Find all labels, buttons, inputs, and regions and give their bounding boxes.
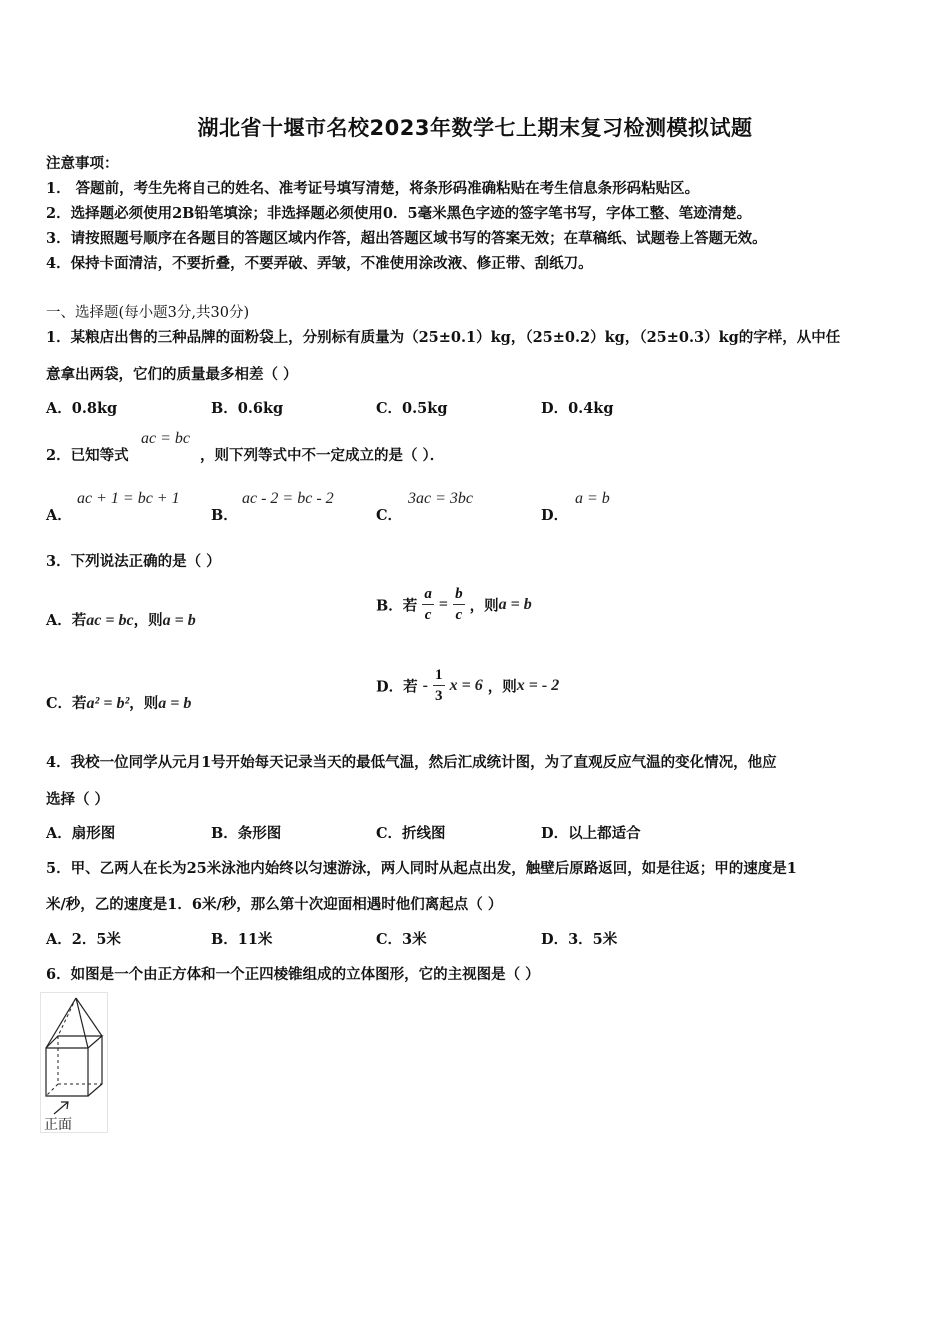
- notice-item-4: 4．保持卡面清洁，不要折叠，不要弄破、弄皱，不准使用涂改液、修正带、刮纸刀。: [46, 255, 593, 272]
- q3-c-mid: ，则: [129, 695, 159, 712]
- q2-label-d: D．: [541, 507, 569, 524]
- q1-option-d: D．0.4kg: [541, 400, 614, 417]
- q4-line-2: 选择（ ）: [46, 791, 110, 808]
- q3-d-label: D．若: [376, 678, 418, 696]
- q3-stem: 3．下列说法正确的是（ ）: [46, 553, 221, 570]
- notice-heading: 注意事项：: [46, 155, 119, 172]
- q1-line-2: 意拿出两袋，它们的质量最多相差（ ）: [46, 366, 298, 383]
- q4-option-c: C．折线图: [376, 825, 446, 842]
- q6-stem: 6．如图是一个由正方体和一个正四棱锥组成的立体图形，它的主视图是（ ）: [46, 966, 540, 983]
- q3-b-mid: ，则: [469, 597, 499, 615]
- q2-label-a: A．: [46, 507, 72, 524]
- q1-line-1: 1．某粮店出售的三种品牌的面粉袋上，分别标有质量为（25±0.1）kg，（25±0.2）kg，（25±0.3）kg的字样，从中任: [46, 329, 841, 346]
- q3-d-result: x = - 2: [516, 677, 560, 694]
- q2-formula-c: 3ac = 3bc: [408, 490, 473, 507]
- q3-a-mid: ，则: [133, 612, 163, 629]
- q4-line-1: 4．我校一位同学从元月1号开始每天记录当天的最低气温，然后汇成统计图，为了直观反应气温的变化情况，他应: [46, 754, 777, 771]
- q3-a-result: a = b: [162, 612, 196, 629]
- q3-c-label: C．若: [46, 695, 87, 712]
- q3-c-cond: a² = b²: [86, 695, 130, 712]
- q3-b-result: a = b: [498, 596, 532, 613]
- q5-line-2: 米/秒，乙的速度是1．6米/秒，那么第十次迎面相遇时他们离起点（ ）: [46, 896, 503, 913]
- q3-b-fraction-right: $\frac{b}{c}$: [455, 586, 463, 623]
- notice-item-3: 3．请按照题号顺序在各题目的答题区域内作答，超出答题区域书写的答案无效；在草稿纸、试题卷上答题无效。: [46, 230, 767, 247]
- section-heading: 一、选择题(每小题3分,共30分): [46, 305, 250, 321]
- q2-formula-b: ac - 2 = bc - 2: [242, 490, 334, 507]
- q3-b-equals: =: [438, 596, 449, 613]
- q3-d-rest: x = 6: [449, 677, 483, 694]
- q2-suffix: ，则下列等式中不一定成立的是（ ）．: [200, 447, 445, 464]
- q2-label-b: B．: [211, 507, 238, 524]
- q5-line-1: 5．甲、乙两人在长为25米泳池内始终以匀速游泳，两人同时从起点出发，触壁后原路返回，如是往返；甲的速度是1: [46, 860, 797, 877]
- q4-option-b: B．条形图: [211, 825, 282, 842]
- q3-a-cond: ac = bc: [86, 612, 134, 629]
- q3-c: [46, 692, 191, 713]
- q1-option-b: B．0.6kg: [211, 400, 284, 417]
- q3-b-fraction-left: $\frac{a}{c}$: [424, 586, 432, 623]
- q3-d-mid: ，则: [487, 678, 517, 696]
- q3-c-result: a = b: [158, 695, 192, 712]
- cube-pyramid-figure: [40, 992, 110, 1134]
- q6-solid-figure: [40, 992, 110, 1134]
- q3-b-label: B．若: [376, 597, 418, 615]
- q3-d-fraction: $\frac{1}{3}$: [435, 667, 443, 704]
- q2-label-c: C．: [376, 507, 403, 524]
- q5-option-d: D．3．5米: [541, 931, 618, 948]
- q1-option-a: A．0.8kg: [46, 400, 118, 417]
- q2-formula-d: a = b: [575, 490, 610, 507]
- q1-option-c: C．0.5kg: [376, 400, 448, 417]
- figure-front-label: 正面: [44, 1117, 72, 1133]
- q4-option-a: A．扇形图: [46, 825, 116, 842]
- q3-b: [376, 587, 532, 623]
- q2-prefix: 2．已知等式: [46, 447, 129, 464]
- q3-a: [46, 609, 196, 630]
- q5-option-c: C．3米: [376, 931, 427, 948]
- q3-d-neg: -: [422, 677, 428, 694]
- notice-item-2: 2．选择题必须使用2B铅笔填涂；非选择题必须使用0．5毫米黑色字迹的签字笔书写，字体工整、笔迹清楚。: [46, 205, 752, 222]
- q2-given-equation: ac = bc: [141, 430, 190, 447]
- q3-a-label: A．若: [46, 612, 87, 629]
- q5-option-b: B．11米: [211, 931, 273, 948]
- page-title: 湖北省十堰市名校2023年数学七上期末复习检测模拟试题: [197, 116, 753, 140]
- q3-d: [376, 668, 559, 704]
- q2-formula-a: ac + 1 = bc + 1: [77, 490, 180, 507]
- q5-option-a: A．2．5米: [46, 931, 121, 948]
- q4-option-d: D．以上都适合: [541, 825, 641, 842]
- notice-item-1: 1． 答题前，考生先将自己的姓名、准考证号填写清楚，将条形码准确粘贴在考生信息条形码粘贴区。: [46, 180, 700, 197]
